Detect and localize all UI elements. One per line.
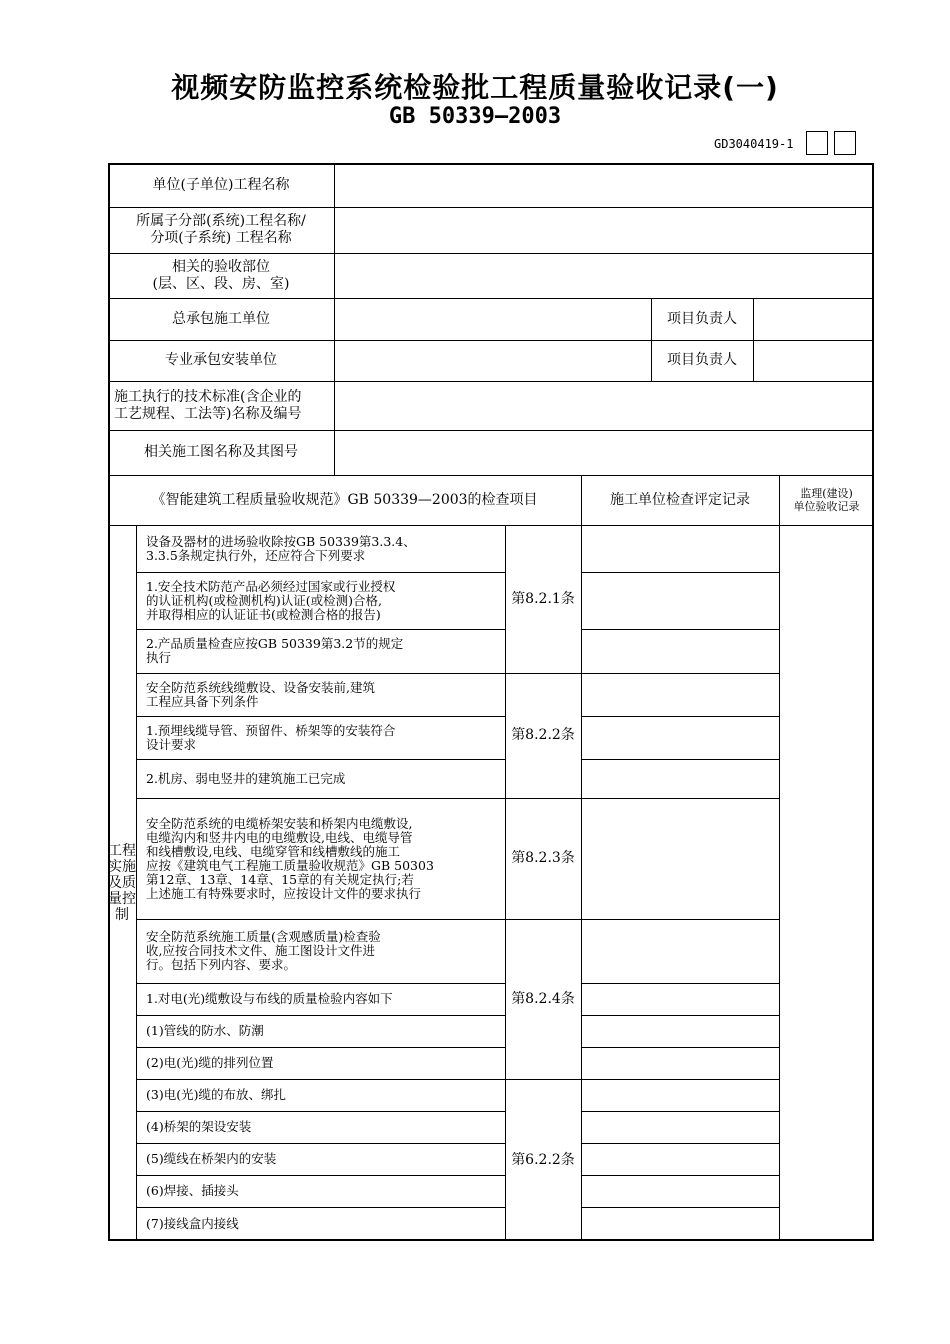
clause-8-2-2: 第8.2.2条 [511,727,575,743]
acceptance-record-table [108,163,874,1241]
unit-name-label: 单位(子单位)工程名称 [152,176,290,193]
item-text: (3)电(光)缆的布放、绑扎 [146,1087,286,1102]
supervision-record-field[interactable] [779,525,874,1241]
item-text: (7)接线盒内接线 [146,1216,239,1231]
tech-standard-label: 施工执行的技术标准(含企业的 工艺规程、工法等)名称及编号 [114,388,302,422]
form-code-box-1[interactable] [806,131,828,155]
project-manager-field-1[interactable] [753,298,874,340]
item-text: 2.产品质量检查应按GB 50339第3.2节的规定 执行 [146,636,404,665]
item-text: (1)管线的防水、防潮 [146,1023,264,1038]
item-text: 1.安全技术防范产品必须经过国家或行业授权 的认证机构(或检测机构)认证(或检测)合格, 并取得相应的认证证书(或检测合格的报告) [146,578,396,622]
clause-8-2-4: 第8.2.4条 [511,990,575,1007]
form-code-box-2[interactable] [834,131,856,155]
item-text: 1.对电(光)缆敷设与布线的质量检验内容如下 [146,991,393,1006]
tech-standard-field[interactable] [334,381,874,430]
item-text: 安全防范系统施工质量(含观感质量)检查验 收,应按合同技术文件、施工图设计文件进 行。包括下列内容、要求。 [146,929,381,972]
general-contractor-field[interactable] [334,298,651,340]
form-title: 视频安防监控系统检验批工程质量验收记录(一) [171,71,779,104]
subdivision-name-label: 所属子分部(系统)工程名称/ 分项(子系统) 工程名称 [136,213,306,246]
acceptance-part-field[interactable] [334,253,874,298]
acceptance-part-label: 相关的验收部位 (层、区、段、房、室) [152,258,290,292]
item-text: 1.预埋线缆导管、预留件、桥架等的安装符合 设计要求 [146,722,396,752]
item-text: 安全防范系统线缆敷设、设备安装前,建筑 工程应具备下列条件 [146,679,375,709]
side-label: 工程实施及质量控制 [108,843,136,923]
item-text: (4)桥架的架设安装 [146,1119,252,1134]
project-manager-label-1: 项目负责人 [667,310,737,327]
item-text: 2.机房、弱电竖井的建筑施工已完成 [146,770,346,786]
standard-number: GB 50339—2003 [388,104,562,129]
form-code: GD3040419-1 [714,137,794,151]
general-contractor-label: 总承包施工单位 [172,310,270,327]
project-manager-field-2[interactable] [753,340,874,381]
item-text: (2)电(光)缆的排列位置 [146,1055,274,1070]
drawing-label: 相关施工图名称及其图号 [144,444,298,460]
drawing-field[interactable] [334,430,874,475]
clause-6-2-2: 第6.2.2条 [511,1151,575,1168]
clause-8-2-3: 第8.2.3条 [511,850,575,866]
specialty-contractor-label: 专业承包安装单位 [165,352,277,368]
subdivision-name-field[interactable] [334,207,874,253]
unit-name-field[interactable] [334,163,874,207]
construction-record-header: 施工单位检查评定记录 [610,491,750,508]
item-text: (6)焊接、插接头 [146,1183,239,1198]
item-text: 设备及器材的进场验收除按GB 50339第3.3.4、 3.3.5条规定执行外，还应符合下列要求 [146,533,416,563]
check-items-header: 《智能建筑工程质量验收规范》GB 50339—2003的检查项目 [151,491,538,508]
specialty-contractor-field[interactable] [334,340,651,381]
supervision-record-header: 监理(建设) 单位验收记录 [793,487,860,513]
clause-8-2-1: 第8.2.1条 [511,590,575,607]
item-text: (5)缆线在桥架内的安装 [146,1151,277,1166]
item-text: 安全防范系统的电缆桥架安装和桥架内电缆敷设, 电缆沟内和竖井内电的电缆敷设,电线、电缆导管 和线槽敷设,电线、电缆穿管和线槽敷线的施工 应按《建筑电气工程施工质量验收规范》GB 50303 第12章、13章、14章、15章的有关规定执行;若 上述施工有特殊要求时，应按设计文件的要求执行 [146,815,434,901]
project-manager-label-2: 项目负责人 [667,352,737,368]
